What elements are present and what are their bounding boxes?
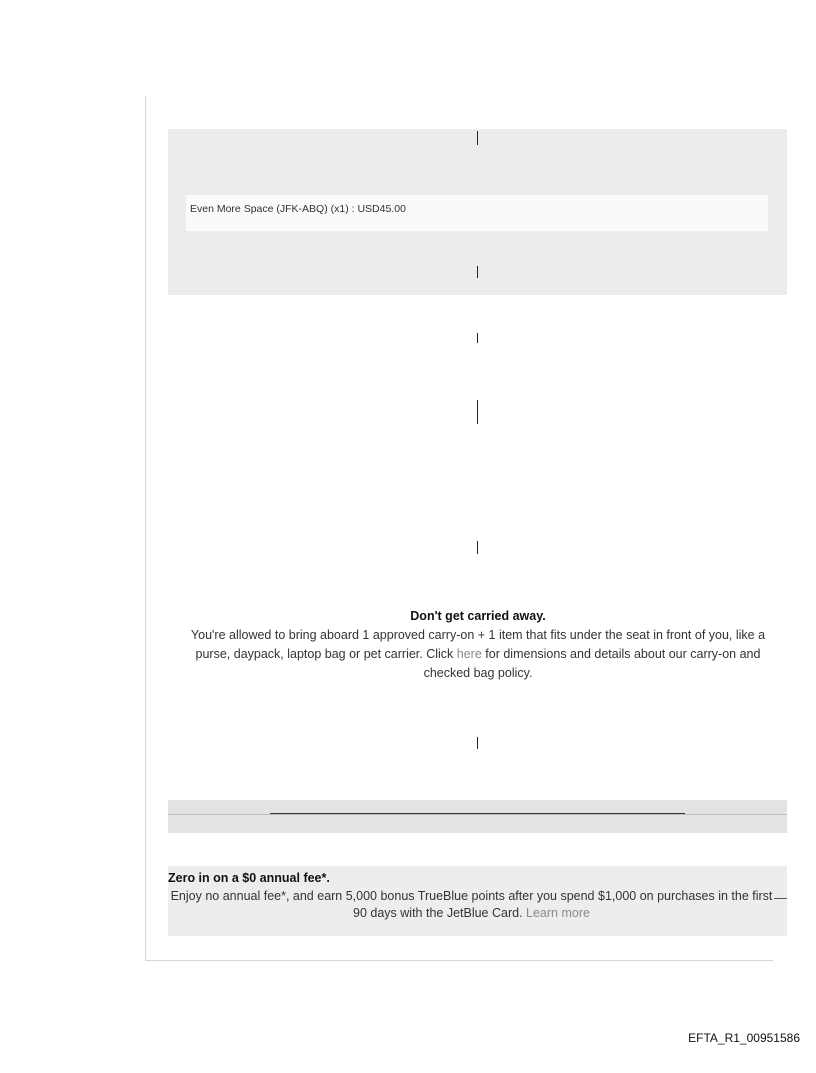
promo-body-text: Enjoy no annual fee*, and earn 5,000 bonus TrueBlue points after you spend $1,000 on purchases in the first 90 days with the JetBlue Card. [170,889,773,920]
carry-on-policy-section [190,607,766,683]
divider-tick [477,400,478,424]
carry-on-heading: Don't get carried away. [410,609,546,623]
extras-line-row [186,195,768,231]
section-separator-bar [168,800,787,833]
promo-body [168,888,775,922]
promo-dash [774,898,787,899]
divider-tick [477,131,478,145]
jetblue-card-promo [168,866,787,936]
bag-policy-link[interactable]: here [456,647,482,661]
email-frame-bottom-border [145,960,773,961]
extras-line-item: Even More Space (JFK-ABQ) (x1) : USD45.00 [190,203,406,215]
separator-rule-light [168,814,787,815]
document-id: EFTA_R1_00951586 [688,1031,800,1045]
carry-on-text-before: You're allowed to bring aboard 1 approved carry-on + 1 item that fits under the seat in front of you, like a purse, daypack, laptop bag or pet carrier. Click [190,628,766,661]
divider-tick [477,333,478,343]
carry-on-text [190,626,766,683]
divider-tick [477,737,478,749]
divider-tick [477,541,478,554]
email-frame-left-border [145,96,146,960]
learn-more-link[interactable]: Learn more [526,906,590,920]
promo-title: Zero in on a $0 annual fee*. [168,871,330,885]
separator-rule-dark [270,813,685,814]
carry-on-text-after: for dimensions and details about our carry-on and checked bag policy. [423,647,761,680]
divider-tick [477,266,478,278]
